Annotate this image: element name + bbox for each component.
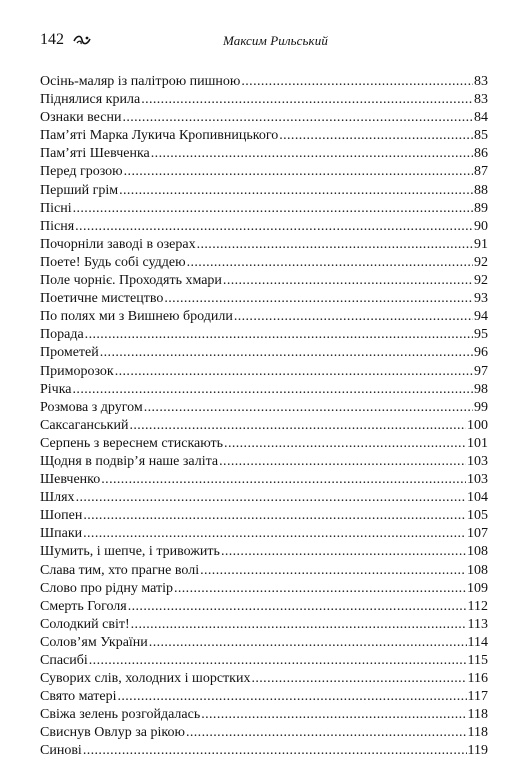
- toc-dot-leader: [241, 73, 473, 91]
- toc-entry: [40, 272, 488, 290]
- toc-dot-leader: [83, 507, 466, 525]
- toc-dot-leader: [223, 272, 473, 290]
- toc-entry: [40, 127, 488, 145]
- toc-dot-leader: [197, 236, 473, 254]
- toc-entry-page: 87: [474, 164, 488, 180]
- toc-entry: [40, 634, 488, 652]
- toc-entry: [40, 742, 488, 760]
- toc-dot-leader: [151, 145, 473, 163]
- toc-entry: [40, 91, 488, 109]
- toc-entry-page: 96: [474, 345, 488, 361]
- toc-entry-page: 101: [467, 435, 488, 451]
- toc-entry: [40, 73, 488, 91]
- toc-entry-page: 118: [467, 707, 488, 723]
- leaf-flourish-icon: [73, 34, 91, 46]
- toc-entry-title: По полях ми з Вишнею бродили: [40, 309, 233, 325]
- toc-entry-title: Пісні: [40, 200, 72, 216]
- toc-entry-title: Шевченко: [40, 472, 101, 488]
- toc-entry-title: Шлях: [40, 490, 75, 506]
- toc-entry-title: Річка: [40, 381, 72, 397]
- toc-entry-title: Шумить, і шепче, і тривожить: [40, 544, 220, 560]
- toc-entry-title: Слава тим, хто прагне волі: [40, 562, 200, 578]
- toc-entry-page: 86: [474, 146, 488, 162]
- toc-entry: [40, 616, 488, 634]
- toc-dot-leader: [141, 91, 473, 109]
- toc-entry-page: 89: [474, 200, 488, 216]
- toc-entry-page: 85: [474, 128, 488, 144]
- toc-entry-title: Перед грозою: [40, 164, 123, 180]
- toc-entry-page: 88: [474, 182, 488, 198]
- toc-dot-leader: [85, 326, 473, 344]
- toc-entry: [40, 598, 488, 616]
- toc-dot-leader: [119, 182, 473, 200]
- toc-entry-title: Свято матері: [40, 689, 117, 705]
- toc-dot-leader: [122, 109, 473, 127]
- toc-entry-page: 94: [474, 309, 488, 325]
- toc-entry: [40, 326, 488, 344]
- toc-entry-title: Ознаки весни: [40, 110, 122, 126]
- toc-entry: [40, 290, 488, 308]
- toc-dot-leader: [100, 344, 473, 362]
- toc-entry-title: Поле чорніє. Проходять хмари: [40, 273, 222, 289]
- toc-entry-title: Смерть Гоголя: [40, 598, 127, 614]
- toc-entry-page: 112: [467, 598, 488, 614]
- running-title: Максим Рильський: [223, 33, 328, 48]
- toc-entry-page: 98: [474, 381, 488, 397]
- toc-dot-leader: [219, 453, 466, 471]
- toc-entry-page: 103: [467, 453, 488, 469]
- toc-entry: [40, 580, 488, 598]
- toc-entry: [40, 308, 488, 326]
- toc-entry-title: Шпаки: [40, 526, 83, 542]
- toc-entry-title: Прометей: [40, 345, 99, 361]
- toc-dot-leader: [117, 688, 466, 706]
- toc-entry: [40, 489, 488, 507]
- toc-entry: [40, 471, 488, 489]
- toc-dot-leader: [73, 200, 473, 218]
- toc-entry: [40, 344, 488, 362]
- page-header: [40, 30, 488, 52]
- toc-dot-leader: [129, 417, 466, 435]
- toc-dot-leader: [83, 742, 467, 760]
- toc-dot-leader: [224, 435, 466, 453]
- toc-entry-page: 84: [474, 110, 488, 126]
- toc-dot-leader: [234, 308, 473, 326]
- page-number: 142: [40, 31, 64, 48]
- toc-dot-leader: [200, 562, 466, 580]
- toc-entry-title: Слово про рідну матір: [40, 580, 173, 596]
- toc-dot-leader: [221, 543, 466, 561]
- toc-entry-page: 108: [467, 562, 488, 578]
- toc-entry-page: 104: [467, 490, 488, 506]
- toc-entry: [40, 688, 488, 706]
- toc-entry-page: 107: [467, 526, 488, 542]
- toc-dot-leader: [73, 381, 473, 399]
- toc-entry: [40, 670, 488, 688]
- toc-dot-leader: [279, 127, 473, 145]
- table-of-contents: [40, 73, 488, 761]
- toc-entry-title: Спасибі: [40, 653, 88, 668]
- toc-entry: [40, 381, 488, 399]
- toc-entry-page: 115: [467, 653, 488, 668]
- toc-entry-title: Суворих слів, холодних і шорстких: [40, 671, 251, 687]
- toc-dot-leader: [164, 290, 473, 308]
- toc-dot-leader: [75, 218, 473, 236]
- toc-dot-leader: [251, 670, 466, 688]
- toc-entry-title: Пам’яті Марка Лукича Кропивницького: [40, 128, 279, 144]
- toc-entry: [40, 109, 488, 127]
- toc-entry: [40, 200, 488, 218]
- toc-entry: [40, 163, 488, 181]
- toc-entry-title: Синові: [40, 743, 82, 759]
- toc-dot-leader: [76, 489, 466, 507]
- toc-dot-leader: [186, 724, 467, 742]
- toc-dot-leader: [174, 580, 466, 598]
- toc-entry-title: Шопен: [40, 508, 83, 524]
- toc-entry-page: 91: [474, 236, 488, 252]
- toc-entry: [40, 182, 488, 200]
- toc-entry-title: Пісня: [40, 218, 75, 234]
- toc-entry: [40, 363, 488, 381]
- toc-entry-page: 83: [474, 92, 488, 108]
- toc-entry-title: Розмова з другом: [40, 399, 143, 415]
- toc-entry-page: 92: [474, 254, 488, 270]
- toc-entry: [40, 507, 488, 525]
- toc-entry: [40, 706, 488, 724]
- toc-entry-title: Пам’яті Шевченка: [40, 146, 150, 162]
- toc-dot-leader: [89, 652, 467, 670]
- toc-dot-leader: [144, 399, 473, 417]
- toc-entry-title: Свіжа зелень розгойдалась: [40, 707, 201, 723]
- toc-entry-page: 90: [474, 218, 488, 234]
- toc-dot-leader: [187, 254, 473, 272]
- toc-entry-title: Перший грім: [40, 182, 119, 198]
- toc-entry-page: 100: [467, 417, 488, 433]
- toc-entry-title: Почорніли заводі в озерах: [40, 236, 196, 252]
- toc-entry-page: 119: [467, 743, 488, 759]
- toc-entry-page: 116: [467, 671, 488, 687]
- toc-entry-page: 93: [474, 291, 488, 307]
- toc-entry-page: 118: [467, 725, 488, 741]
- toc-entry-page: 109: [467, 580, 488, 596]
- toc-entry-title: Приморозок: [40, 363, 114, 379]
- toc-entry: [40, 399, 488, 417]
- toc-entry-title: Солов’ям України: [40, 634, 148, 650]
- toc-entry-page: 92: [474, 273, 488, 289]
- toc-entry-page: 95: [474, 327, 488, 343]
- toc-entry-page: 117: [467, 689, 488, 705]
- toc-entry: [40, 724, 488, 742]
- toc-dot-leader: [115, 363, 473, 381]
- toc-entry-title: Осінь-маляр із палітрою пишною: [40, 74, 241, 89]
- toc-entry-title: Свиснув Овлур за рікою: [40, 725, 185, 741]
- toc-entry: [40, 525, 488, 543]
- toc-entry-title: Поете! Будь собі суддею: [40, 254, 186, 270]
- toc-entry: [40, 652, 488, 670]
- toc-dot-leader: [131, 616, 467, 634]
- toc-entry-title: Саксаганський: [40, 417, 129, 433]
- toc-entry-page: 103: [467, 472, 488, 488]
- toc-dot-leader: [101, 471, 466, 489]
- toc-entry-page: 97: [474, 363, 488, 379]
- toc-entry: [40, 218, 488, 236]
- toc-dot-leader: [149, 634, 467, 652]
- toc-entry-page: 114: [467, 634, 488, 650]
- toc-entry-page: 108: [467, 544, 488, 560]
- toc-entry: [40, 236, 488, 254]
- toc-entry: [40, 562, 488, 580]
- toc-dot-leader: [128, 598, 467, 616]
- toc-entry-title: Піднялися крила: [40, 92, 141, 108]
- toc-entry-title: Солодкий світ!: [40, 616, 130, 632]
- toc-entry: [40, 453, 488, 471]
- toc-entry: [40, 145, 488, 163]
- toc-entry: [40, 435, 488, 453]
- toc-dot-leader: [124, 163, 473, 181]
- toc-entry-page: 113: [467, 616, 488, 632]
- toc-entry-title: Поетичне мистецтво: [40, 291, 164, 307]
- toc-entry: [40, 417, 488, 435]
- toc-entry: [40, 254, 488, 272]
- toc-entry: [40, 543, 488, 561]
- toc-entry-page: 83: [474, 74, 488, 89]
- toc-entry-title: Серпень з вереснем стискають: [40, 435, 224, 451]
- toc-entry-title: Щодня в подвір’я наше заліта: [40, 453, 219, 469]
- toc-dot-leader: [201, 706, 466, 724]
- toc-dot-leader: [83, 525, 466, 543]
- toc-entry-page: 99: [474, 399, 488, 415]
- toc-entry-title: Порада: [40, 327, 84, 343]
- toc-entry-page: 105: [467, 508, 488, 524]
